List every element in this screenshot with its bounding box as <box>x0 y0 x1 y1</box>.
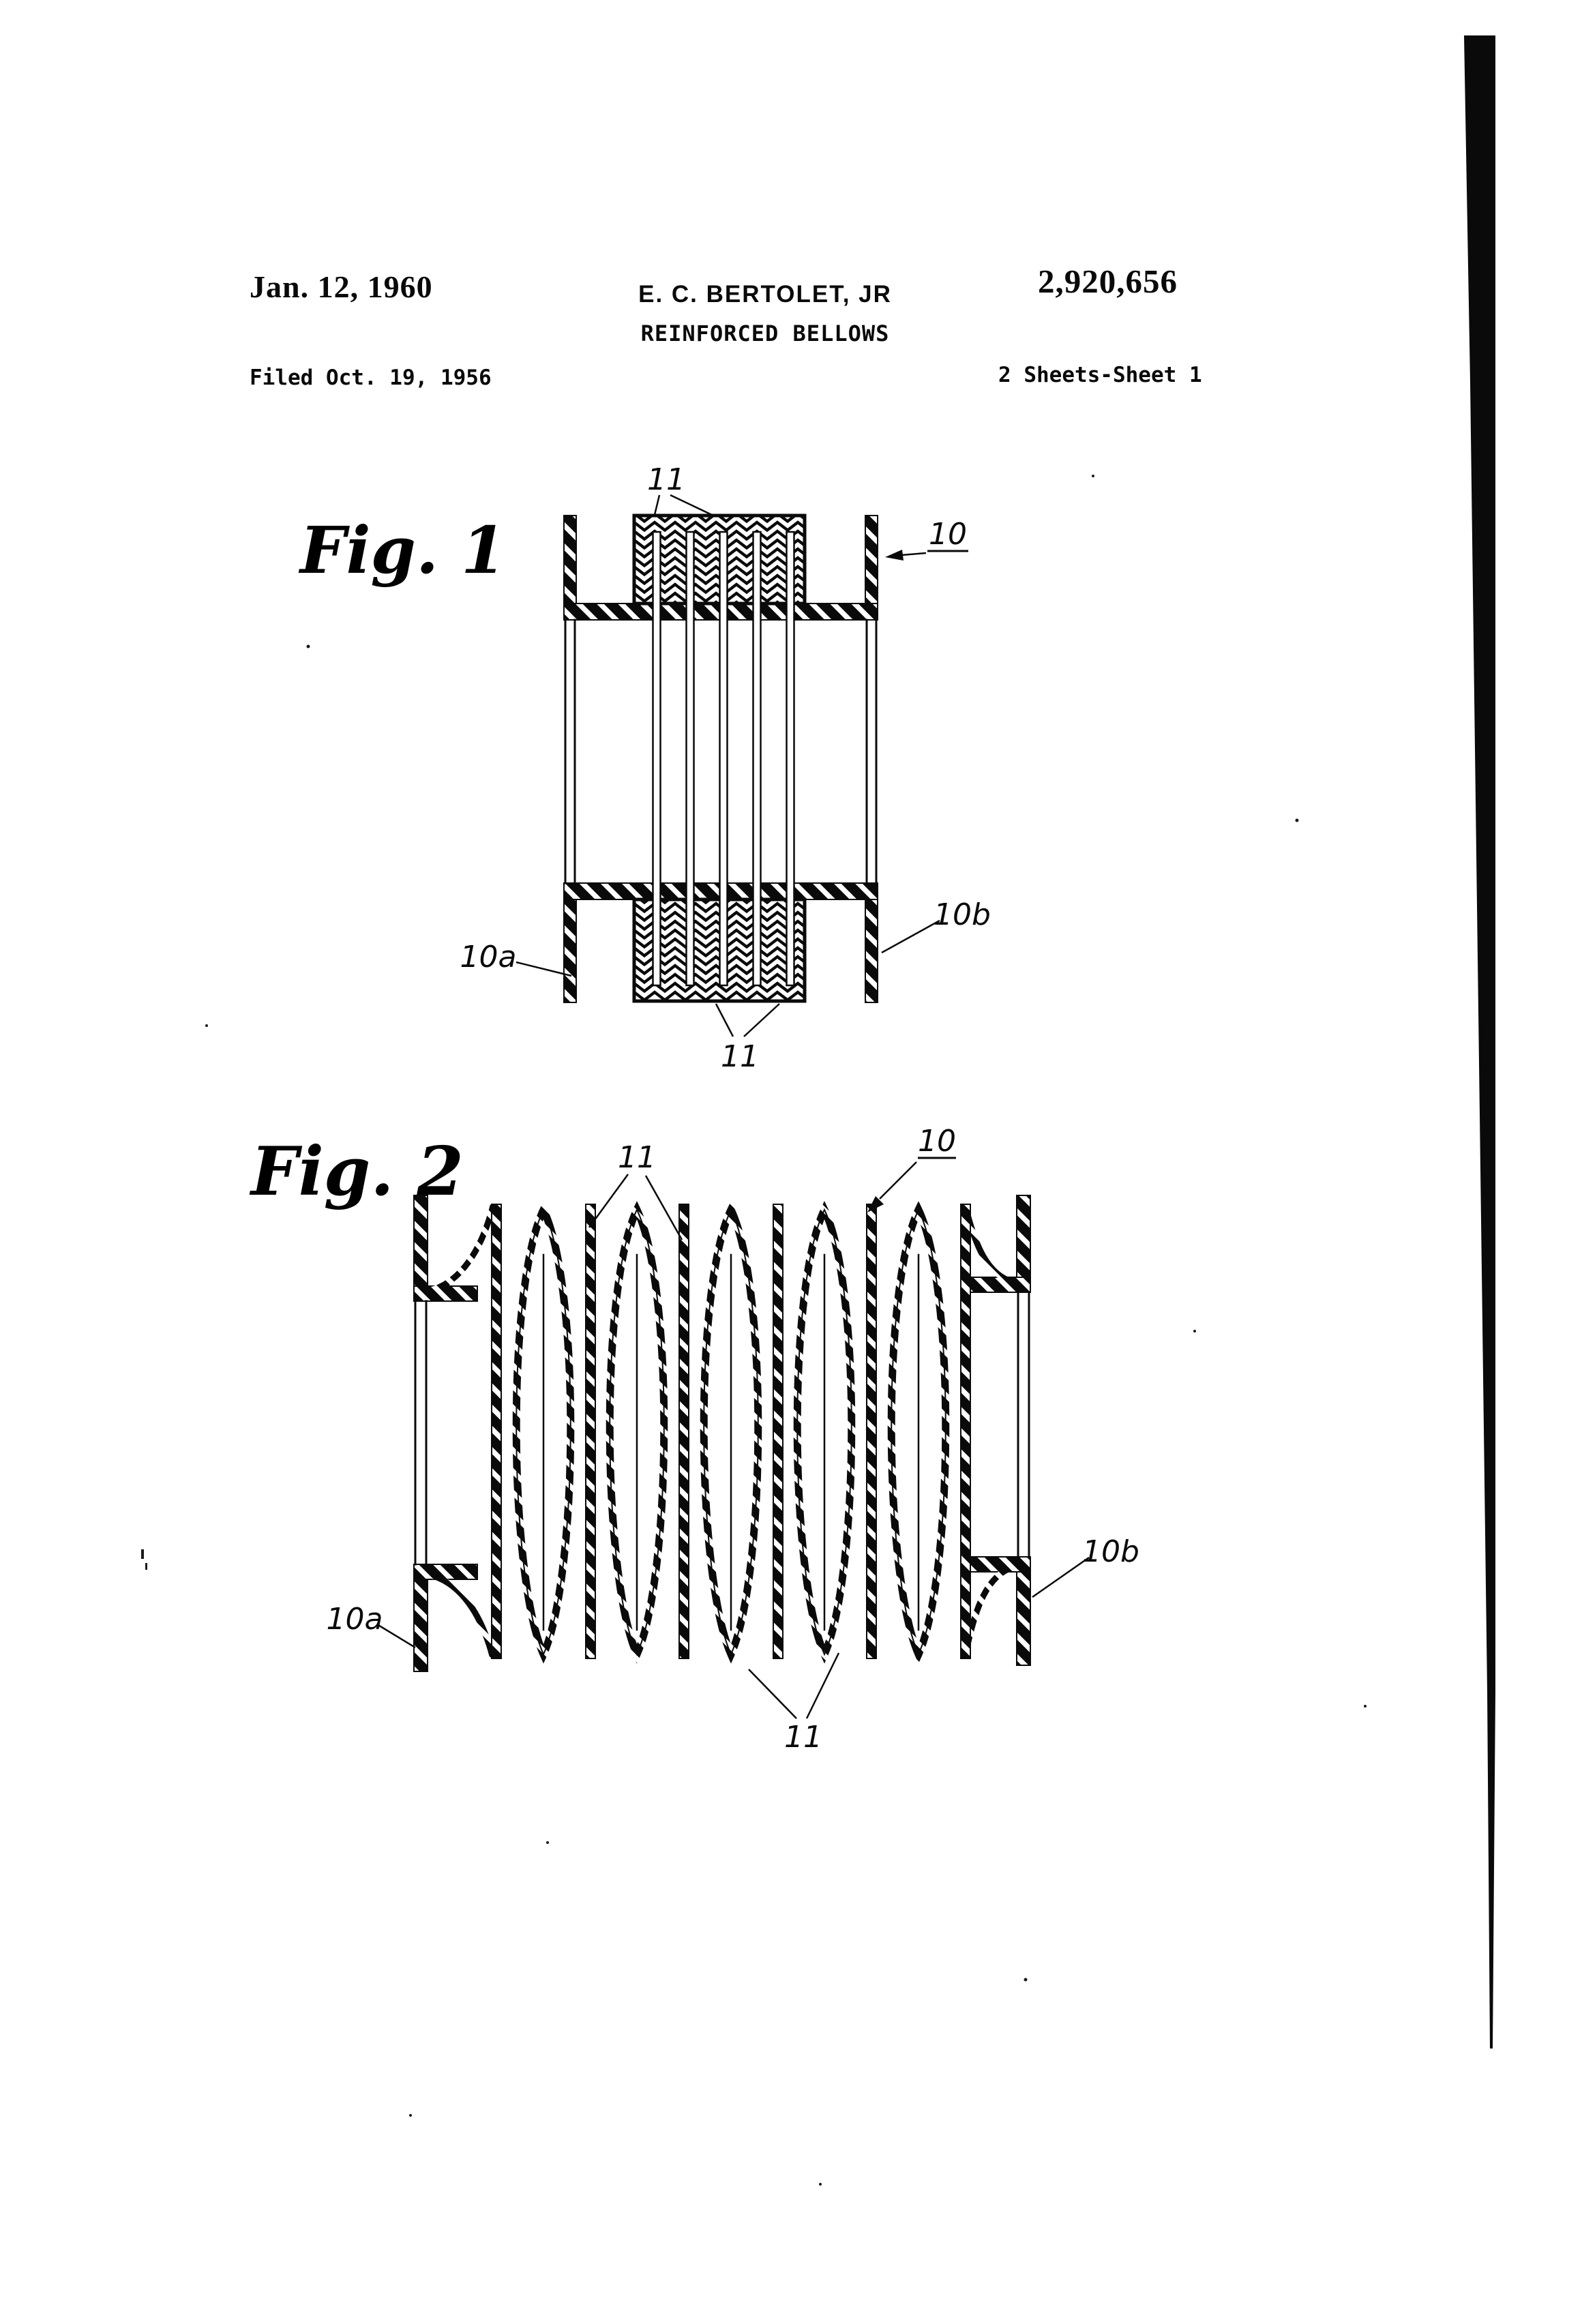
fig1-callout-10b: 10b <box>934 897 991 932</box>
figure-2-drawing <box>414 1195 1030 1671</box>
fig1-callout-11-top: 11 <box>647 462 685 497</box>
fig1-callout-11-bottom: 11 <box>721 1039 759 1074</box>
bellows-convolutions <box>516 1210 946 1654</box>
fig2-callout-10a: 10a <box>326 1602 383 1637</box>
inventor-name: E. C. BERTOLET, JR <box>638 281 892 308</box>
figure-1-drawing <box>564 516 878 1002</box>
fig2-callout-11-bottom: 11 <box>784 1720 822 1755</box>
fig2-callout-11-top: 11 <box>618 1140 656 1175</box>
invention-title: REINFORCED BELLOWS <box>640 321 890 346</box>
figure-1-label: Fig. 1 <box>300 513 507 589</box>
patent-number: 2,920,656 <box>1038 263 1178 300</box>
fig1-callout-10a: 10a <box>460 940 517 974</box>
fig2-callout-10b: 10b <box>1082 1534 1139 1569</box>
fig2-callout-10: 10 <box>918 1124 956 1159</box>
sheet-count-line: 2 Sheets-Sheet 1 <box>998 363 1202 387</box>
figure-2-annotations <box>249 1124 1139 1755</box>
filing-date-line: Filed Oct. 19, 1956 <box>250 366 492 390</box>
fig1-callout-10: 10 <box>929 517 967 552</box>
figure-2-label: Fig. 2 <box>251 1133 464 1211</box>
patent-date: Jan. 12, 1960 <box>250 269 433 304</box>
fig1-arrowhead <box>885 550 904 561</box>
page-binding-bar <box>1464 35 1495 2049</box>
